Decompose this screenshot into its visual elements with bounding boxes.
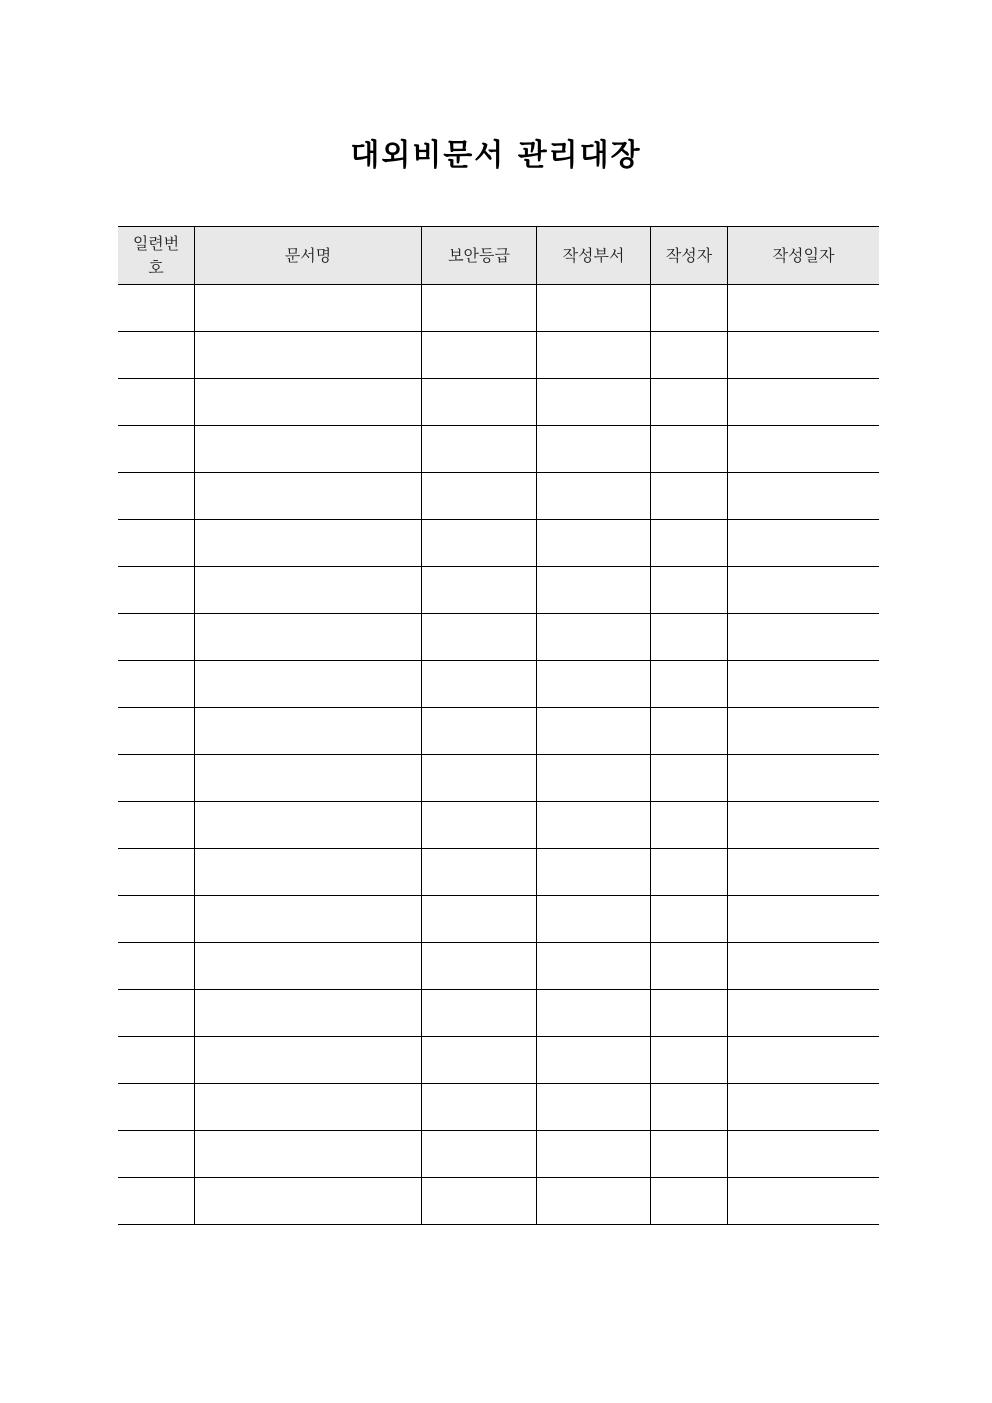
header-serial-no-label: 일련번호 xyxy=(132,233,180,277)
cell-security-grade[interactable] xyxy=(422,849,537,896)
cell-date[interactable] xyxy=(728,473,880,520)
table-body xyxy=(118,285,879,1225)
table-row xyxy=(118,1037,879,1084)
cell-doc-name[interactable] xyxy=(195,896,422,943)
cell-serial-no[interactable] xyxy=(118,708,195,755)
cell-date[interactable] xyxy=(728,661,880,708)
cell-doc-name[interactable] xyxy=(195,567,422,614)
cell-serial-no[interactable] xyxy=(118,661,195,708)
cell-dept[interactable] xyxy=(537,1131,651,1178)
cell-date[interactable] xyxy=(728,285,880,332)
table-row xyxy=(118,943,879,990)
table-row xyxy=(118,802,879,849)
table-row xyxy=(118,426,879,473)
cell-author[interactable] xyxy=(651,896,728,943)
cell-dept[interactable] xyxy=(537,473,651,520)
cell-doc-name[interactable] xyxy=(195,332,422,379)
cell-author[interactable] xyxy=(651,520,728,567)
table-header xyxy=(118,227,879,285)
cell-dept[interactable] xyxy=(537,520,651,567)
cell-date[interactable] xyxy=(728,567,880,614)
header-serial-no xyxy=(118,227,195,285)
table-row xyxy=(118,379,879,426)
cell-security-grade[interactable] xyxy=(422,943,537,990)
cell-security-grade[interactable] xyxy=(422,802,537,849)
cell-date[interactable] xyxy=(728,802,880,849)
table-row xyxy=(118,1084,879,1131)
cell-dept[interactable] xyxy=(537,802,651,849)
cell-author[interactable] xyxy=(651,567,728,614)
table-row xyxy=(118,520,879,567)
document-register-table xyxy=(118,226,879,1225)
cell-date[interactable] xyxy=(728,896,880,943)
cell-serial-no[interactable] xyxy=(118,849,195,896)
cell-security-grade[interactable] xyxy=(422,1037,537,1084)
cell-author[interactable] xyxy=(651,990,728,1037)
cell-dept[interactable] xyxy=(537,708,651,755)
cell-date[interactable] xyxy=(728,426,880,473)
cell-doc-name[interactable] xyxy=(195,1037,422,1084)
cell-author[interactable] xyxy=(651,473,728,520)
cell-security-grade[interactable] xyxy=(422,1178,537,1225)
cell-doc-name[interactable] xyxy=(195,285,422,332)
cell-security-grade[interactable] xyxy=(422,426,537,473)
table-row xyxy=(118,332,879,379)
cell-author[interactable] xyxy=(651,849,728,896)
cell-serial-no[interactable] xyxy=(118,755,195,802)
cell-author[interactable] xyxy=(651,426,728,473)
cell-doc-name[interactable] xyxy=(195,379,422,426)
page-title: 대외비문서 관리대장 xyxy=(350,138,642,173)
table-row xyxy=(118,755,879,802)
cell-doc-name[interactable] xyxy=(195,943,422,990)
cell-doc-name[interactable] xyxy=(195,1131,422,1178)
cell-doc-name[interactable] xyxy=(195,755,422,802)
cell-date[interactable] xyxy=(728,332,880,379)
cell-serial-no[interactable] xyxy=(118,896,195,943)
cell-doc-name[interactable] xyxy=(195,661,422,708)
cell-date[interactable] xyxy=(728,1178,880,1225)
table-row xyxy=(118,614,879,661)
cell-serial-no[interactable] xyxy=(118,520,195,567)
cell-date[interactable] xyxy=(728,849,880,896)
cell-serial-no[interactable] xyxy=(118,990,195,1037)
cell-doc-name[interactable] xyxy=(195,426,422,473)
cell-author[interactable] xyxy=(651,379,728,426)
cell-author[interactable] xyxy=(651,1084,728,1131)
cell-dept[interactable] xyxy=(537,379,651,426)
cell-dept[interactable] xyxy=(537,332,651,379)
header-date: 작성일자 xyxy=(728,227,880,285)
cell-security-grade[interactable] xyxy=(422,661,537,708)
cell-author[interactable] xyxy=(651,661,728,708)
cell-doc-name[interactable] xyxy=(195,520,422,567)
cell-dept[interactable] xyxy=(537,567,651,614)
cell-serial-no[interactable] xyxy=(118,1131,195,1178)
cell-dept[interactable] xyxy=(537,614,651,661)
cell-doc-name[interactable] xyxy=(195,1178,422,1225)
cell-doc-name[interactable] xyxy=(195,849,422,896)
cell-dept[interactable] xyxy=(537,285,651,332)
cell-date[interactable] xyxy=(728,708,880,755)
cell-doc-name[interactable] xyxy=(195,708,422,755)
cell-dept[interactable] xyxy=(537,990,651,1037)
cell-dept[interactable] xyxy=(537,943,651,990)
cell-serial-no[interactable] xyxy=(118,567,195,614)
cell-serial-no[interactable] xyxy=(118,614,195,661)
cell-serial-no[interactable] xyxy=(118,1178,195,1225)
cell-dept[interactable] xyxy=(537,426,651,473)
cell-dept[interactable] xyxy=(537,849,651,896)
table-row xyxy=(118,708,879,755)
cell-security-grade[interactable] xyxy=(422,755,537,802)
header-dept: 작성부서 xyxy=(537,227,651,285)
header-author: 작성자 xyxy=(651,227,728,285)
cell-security-grade[interactable] xyxy=(422,567,537,614)
cell-doc-name[interactable] xyxy=(195,614,422,661)
cell-date[interactable] xyxy=(728,614,880,661)
cell-author[interactable] xyxy=(651,332,728,379)
cell-dept[interactable] xyxy=(537,661,651,708)
cell-security-grade[interactable] xyxy=(422,473,537,520)
header-doc-name: 문서명 xyxy=(195,227,422,285)
table-row xyxy=(118,990,879,1037)
cell-doc-name[interactable] xyxy=(195,990,422,1037)
cell-doc-name[interactable] xyxy=(195,473,422,520)
header-row xyxy=(118,227,879,285)
cell-serial-no[interactable] xyxy=(118,379,195,426)
table-row xyxy=(118,1131,879,1178)
cell-author[interactable] xyxy=(651,802,728,849)
table-row xyxy=(118,567,879,614)
table-row xyxy=(118,285,879,332)
cell-security-grade[interactable] xyxy=(422,379,537,426)
table-row xyxy=(118,896,879,943)
cell-author[interactable] xyxy=(651,943,728,990)
cell-serial-no[interactable] xyxy=(118,943,195,990)
cell-security-grade[interactable] xyxy=(422,332,537,379)
cell-security-grade[interactable] xyxy=(422,614,537,661)
cell-security-grade[interactable] xyxy=(422,1084,537,1131)
cell-date[interactable] xyxy=(728,943,880,990)
cell-security-grade[interactable] xyxy=(422,708,537,755)
cell-date[interactable] xyxy=(728,755,880,802)
cell-date[interactable] xyxy=(728,1084,880,1131)
cell-security-grade[interactable] xyxy=(422,990,537,1037)
cell-author[interactable] xyxy=(651,1131,728,1178)
header-security-grade: 보안등급 xyxy=(422,227,537,285)
cell-author[interactable] xyxy=(651,614,728,661)
cell-author[interactable] xyxy=(651,1037,728,1084)
cell-author[interactable] xyxy=(651,755,728,802)
cell-serial-no[interactable] xyxy=(118,802,195,849)
cell-doc-name[interactable] xyxy=(195,802,422,849)
cell-serial-no[interactable] xyxy=(118,332,195,379)
cell-author[interactable] xyxy=(651,708,728,755)
cell-date[interactable] xyxy=(728,520,880,567)
table-row xyxy=(118,849,879,896)
table-row xyxy=(118,1178,879,1225)
cell-dept[interactable] xyxy=(537,896,651,943)
cell-serial-no[interactable] xyxy=(118,473,195,520)
cell-serial-no[interactable] xyxy=(118,285,195,332)
cell-security-grade[interactable] xyxy=(422,896,537,943)
cell-dept[interactable] xyxy=(537,755,651,802)
table-row xyxy=(118,473,879,520)
cell-security-grade[interactable] xyxy=(422,1131,537,1178)
cell-serial-no[interactable] xyxy=(118,426,195,473)
cell-doc-name[interactable] xyxy=(195,1084,422,1131)
cell-serial-no[interactable] xyxy=(118,1084,195,1131)
cell-date[interactable] xyxy=(728,379,880,426)
cell-author[interactable] xyxy=(651,285,728,332)
cell-date[interactable] xyxy=(728,1131,880,1178)
cell-security-grade[interactable] xyxy=(422,520,537,567)
cell-date[interactable] xyxy=(728,990,880,1037)
cell-security-grade[interactable] xyxy=(422,285,537,332)
table-row xyxy=(118,661,879,708)
cell-date[interactable] xyxy=(728,1037,880,1084)
cell-dept[interactable] xyxy=(537,1037,651,1084)
cell-dept[interactable] xyxy=(537,1178,651,1225)
cell-author[interactable] xyxy=(651,1178,728,1225)
cell-dept[interactable] xyxy=(537,1084,651,1131)
cell-serial-no[interactable] xyxy=(118,1037,195,1084)
